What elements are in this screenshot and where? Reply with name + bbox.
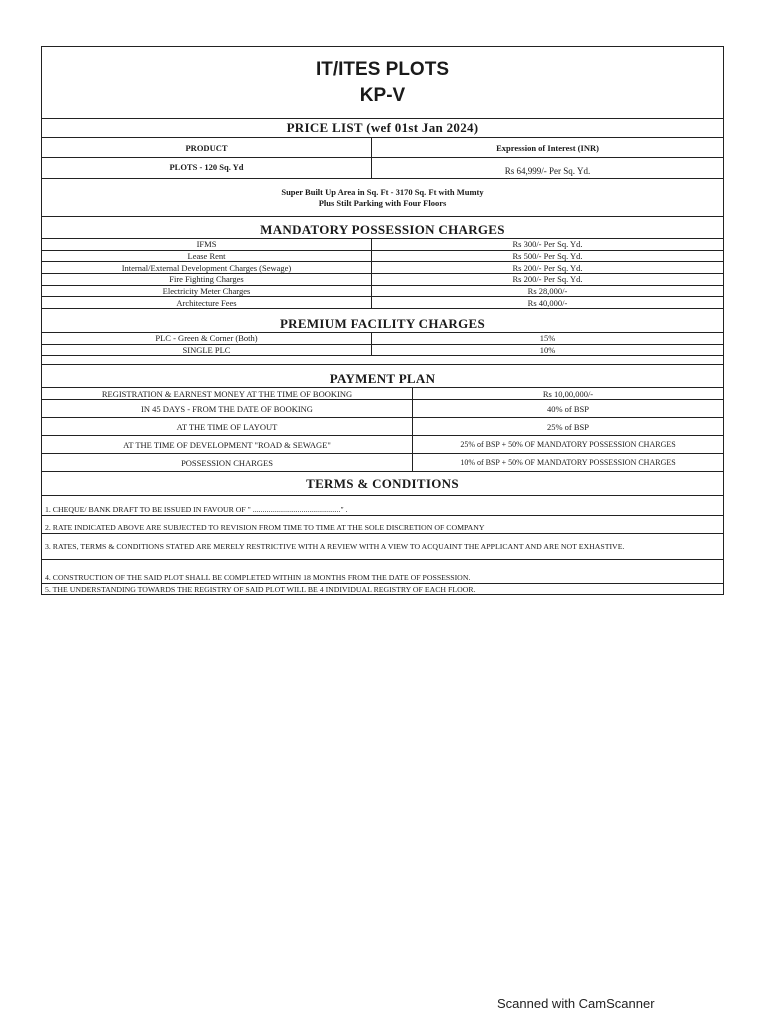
terms-heading: TERMS & CONDITIONS xyxy=(306,475,459,491)
table-row xyxy=(42,387,723,399)
charge-value: Rs 40,000/- xyxy=(371,297,723,308)
mandatory-heading: MANDATORY POSSESSION CHARGES xyxy=(260,222,505,237)
premium-label: SINGLE PLC xyxy=(182,344,231,355)
payment-label: REGISTRATION & EARNEST MONEY AT THE TIME OF BOOKING xyxy=(101,388,353,399)
list-item xyxy=(42,515,723,533)
term-item: 3. RATES, TERMS & CONDITIONS STATED ARE MERELY RESTRICTIVE WITH A REVIEW WITH A VIEW TO ACQUAINT THE APPLICANT AND ARE NOT EXHASTIVE. xyxy=(45,542,625,552)
product-row xyxy=(42,157,723,178)
mandatory-heading-row xyxy=(42,216,723,238)
table-row xyxy=(42,417,723,435)
charge-label: Lease Rent xyxy=(187,251,226,262)
price-list-heading-row xyxy=(42,118,723,137)
term-item: 4. CONSTRUCTION OF THE SAID PLOT SHALL BE COMPLETED WITHIN 18 MONTHS FROM THE DATE OF POSSESSION. xyxy=(45,573,471,583)
table-row xyxy=(42,435,723,453)
area-note xyxy=(42,179,723,216)
payment-label: AT THE TIME OF LAYOUT xyxy=(176,421,278,432)
premium-label: PLC - Green & Corner (Both) xyxy=(155,333,258,344)
term-item: 5. THE UNDERSTANDING TOWARDS THE REGISTRY OF SAID PLOT WILL BE 4 INDIVIDUAL REGISTRY OF EACH FLOOR. xyxy=(45,584,476,594)
charge-label: Fire Fighting Charges xyxy=(169,274,244,285)
list-item xyxy=(42,495,723,515)
payment-value: 10% of BSP + 50% OF MANDATORY POSSESSION CHARGES xyxy=(412,454,723,471)
table-row xyxy=(42,332,723,344)
payment-label: POSSESSION CHARGES xyxy=(181,457,273,468)
title-row xyxy=(42,47,723,118)
payment-label: IN 45 DAYS - FROM THE DATE OF BOOKING xyxy=(141,403,313,414)
charge-value: Rs 200/- Per Sq. Yd. xyxy=(371,274,723,285)
table-row xyxy=(42,238,723,250)
table-row xyxy=(42,250,723,262)
table-row xyxy=(42,285,723,297)
product-name: PLOTS - 120 Sq. Yd xyxy=(169,162,244,172)
charge-value: Rs 28,000/- xyxy=(371,286,723,297)
page-title: IT/ITES PLOTS xyxy=(315,58,449,80)
premium-heading-row xyxy=(42,308,723,332)
col-product: PRODUCT xyxy=(185,142,228,153)
charge-value: Rs 500/- Per Sq. Yd. xyxy=(371,251,723,262)
term-item: 1. CHEQUE/ BANK DRAFT TO BE ISSUED IN FAVOUR OF " ............................................." . xyxy=(45,505,348,515)
scanner-watermark: Scanned with CamScanner xyxy=(497,996,655,1011)
payment-heading: PAYMENT PLAN xyxy=(329,371,436,387)
list-item xyxy=(42,583,723,594)
table-row xyxy=(42,453,723,471)
table-row xyxy=(42,261,723,273)
premium-value: 15% xyxy=(371,333,723,344)
col-eoi: Expression of Interest (INR) xyxy=(371,138,723,157)
charge-value: Rs 300/- Per Sq. Yd. xyxy=(371,239,723,250)
payment-label: AT THE TIME OF DEVELOPMENT "ROAD & SEWAGE" xyxy=(123,439,331,450)
charge-label: IFMS xyxy=(196,239,217,250)
payment-heading-row xyxy=(42,364,723,387)
list-item xyxy=(42,533,723,559)
premium-value: 10% xyxy=(371,345,723,356)
price-list-heading: PRICE LIST (wef 01st Jan 2024) xyxy=(286,120,479,135)
area-line-1: Super Built Up Area in Sq. Ft - 3170 Sq. Ft with Mumty xyxy=(281,186,484,197)
payment-value: 25% of BSP + 50% OF MANDATORY POSSESSION CHARGES xyxy=(412,436,723,453)
page-subtitle: KP-V xyxy=(359,84,406,106)
charge-label: Architecture Fees xyxy=(176,297,237,308)
charge-label: Electricity Meter Charges xyxy=(162,286,251,297)
payment-value: Rs 10,00,000/- xyxy=(412,388,723,399)
list-item xyxy=(42,559,723,583)
price-list-sheet xyxy=(41,46,724,595)
charge-value: Rs 200/- Per Sq. Yd. xyxy=(371,262,723,273)
payment-value: 40% of BSP xyxy=(412,400,723,417)
table-row xyxy=(42,273,723,285)
area-line-2: Plus Stilt Parking with Four Floors xyxy=(318,197,447,208)
terms-heading-row xyxy=(42,471,723,495)
term-item: 2. RATE INDICATED ABOVE ARE SUBJECTED TO REVISION FROM TIME TO TIME AT THE SOLE DISCRETION OF COMPANY xyxy=(45,523,485,533)
area-row xyxy=(42,178,723,216)
premium-heading: PREMIUM FACILITY CHARGES xyxy=(279,316,486,332)
title-block xyxy=(42,47,723,118)
table-row xyxy=(42,399,723,417)
table-row xyxy=(42,344,723,356)
spacer-row xyxy=(42,355,723,364)
charge-label: Internal/External Development Charges (Sewage) xyxy=(121,262,292,273)
table-row xyxy=(42,296,723,308)
product-price: Rs 64,999/- Per Sq. Yd. xyxy=(371,158,723,178)
payment-value: 25% of BSP xyxy=(412,418,723,435)
price-list-header-row xyxy=(42,137,723,157)
